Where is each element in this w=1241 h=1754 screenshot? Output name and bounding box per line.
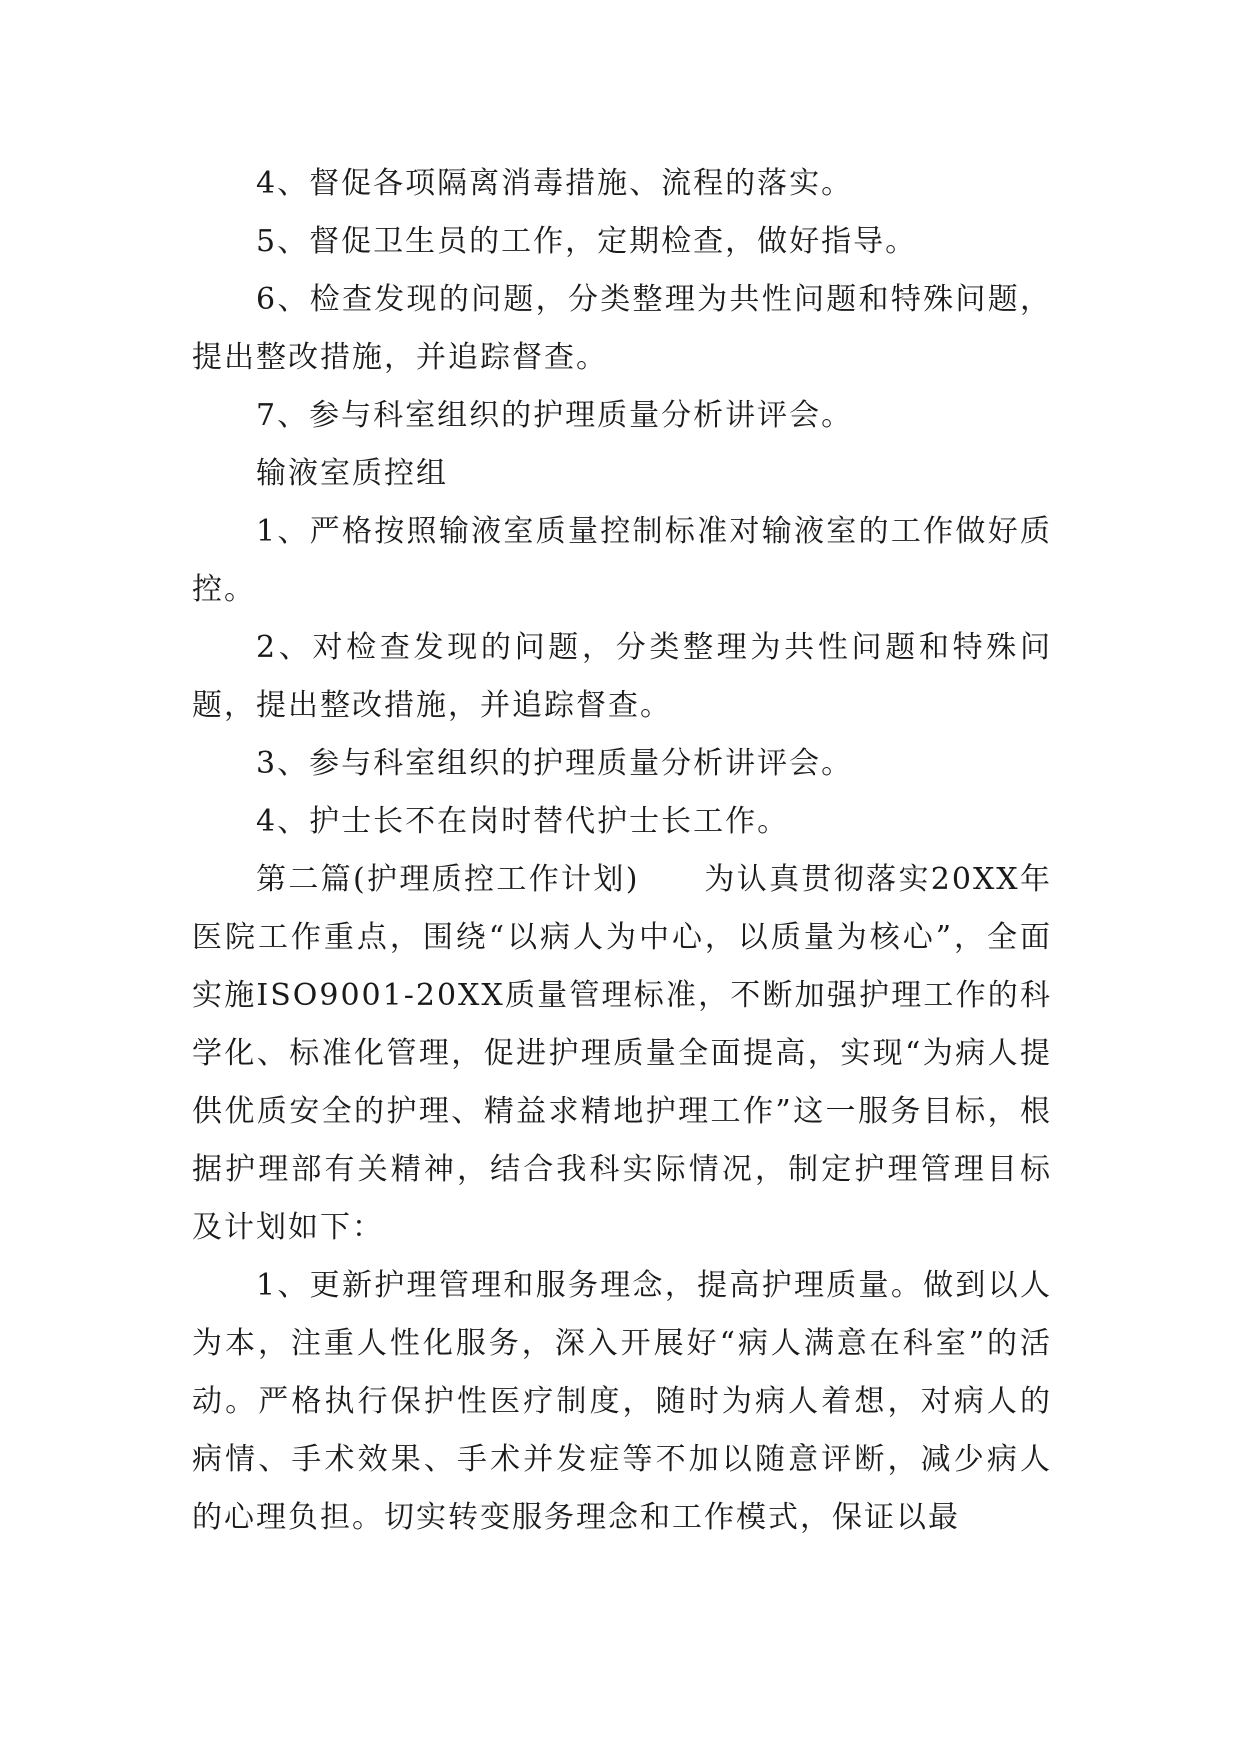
paragraph-infusion-4: 4、护士长不在岗时替代护士长工作。 <box>256 804 790 839</box>
section-heading-infusion-room: 输液室质控组 <box>256 456 448 491</box>
paragraph-item-7: 7、参与科室组织的护理质量分析讲评会。 <box>256 398 854 433</box>
paragraph-infusion-2: 2、对检查发现的问题，分类整理为共性问题和特殊问题，提出整改措施，并追踪督查。 <box>192 630 1052 723</box>
paragraph-item-4: 4、督促各项隔离消毒措施、流程的落实。 <box>256 166 854 201</box>
paragraph-infusion-3: 3、参与科室组织的护理质量分析讲评会。 <box>256 746 854 781</box>
paragraph-item-6: 6、检查发现的问题，分类整理为共性问题和特殊问题，提出整改措施，并追踪督查。 <box>192 282 1052 375</box>
paragraph-second-article-intro: 第二篇(护理质控工作计划) 为认真贯彻落实20XX年医院工作重点，围绕“以病人为中心，以质量为核心”，全面实施ISO9001-20XX质量管理标准，不断加强护理工作的科学化、标准化管理，促进护理质量全面提高，实现“为病人提供优质安全的护理、精益求精地护理工作”这一服务目标，根据护理部有关精神，结合我科实际情况，制定护理管理目标及计划如下： <box>192 862 1052 1245</box>
paragraph-item-5: 5、督促卫生员的工作，定期检查，做好指导。 <box>256 224 918 259</box>
paragraph-plan-1: 1、更新护理管理和服务理念，提高护理质量。做到以人为本，注重人性化服务，深入开展好“病人满意在科室”的活动。严格执行保护性医疗制度，随时为病人着想，对病人的病情、手术效果、手术并发症等不加以随意评断，减少病人的心理负担。切实转变服务理念和工作模式，保证以最 <box>192 1268 1052 1535</box>
paragraph-infusion-1: 1、严格按照输液室质量控制标准对输液室的工作做好质控。 <box>192 514 1052 607</box>
document-page <box>192 155 1052 1547</box>
